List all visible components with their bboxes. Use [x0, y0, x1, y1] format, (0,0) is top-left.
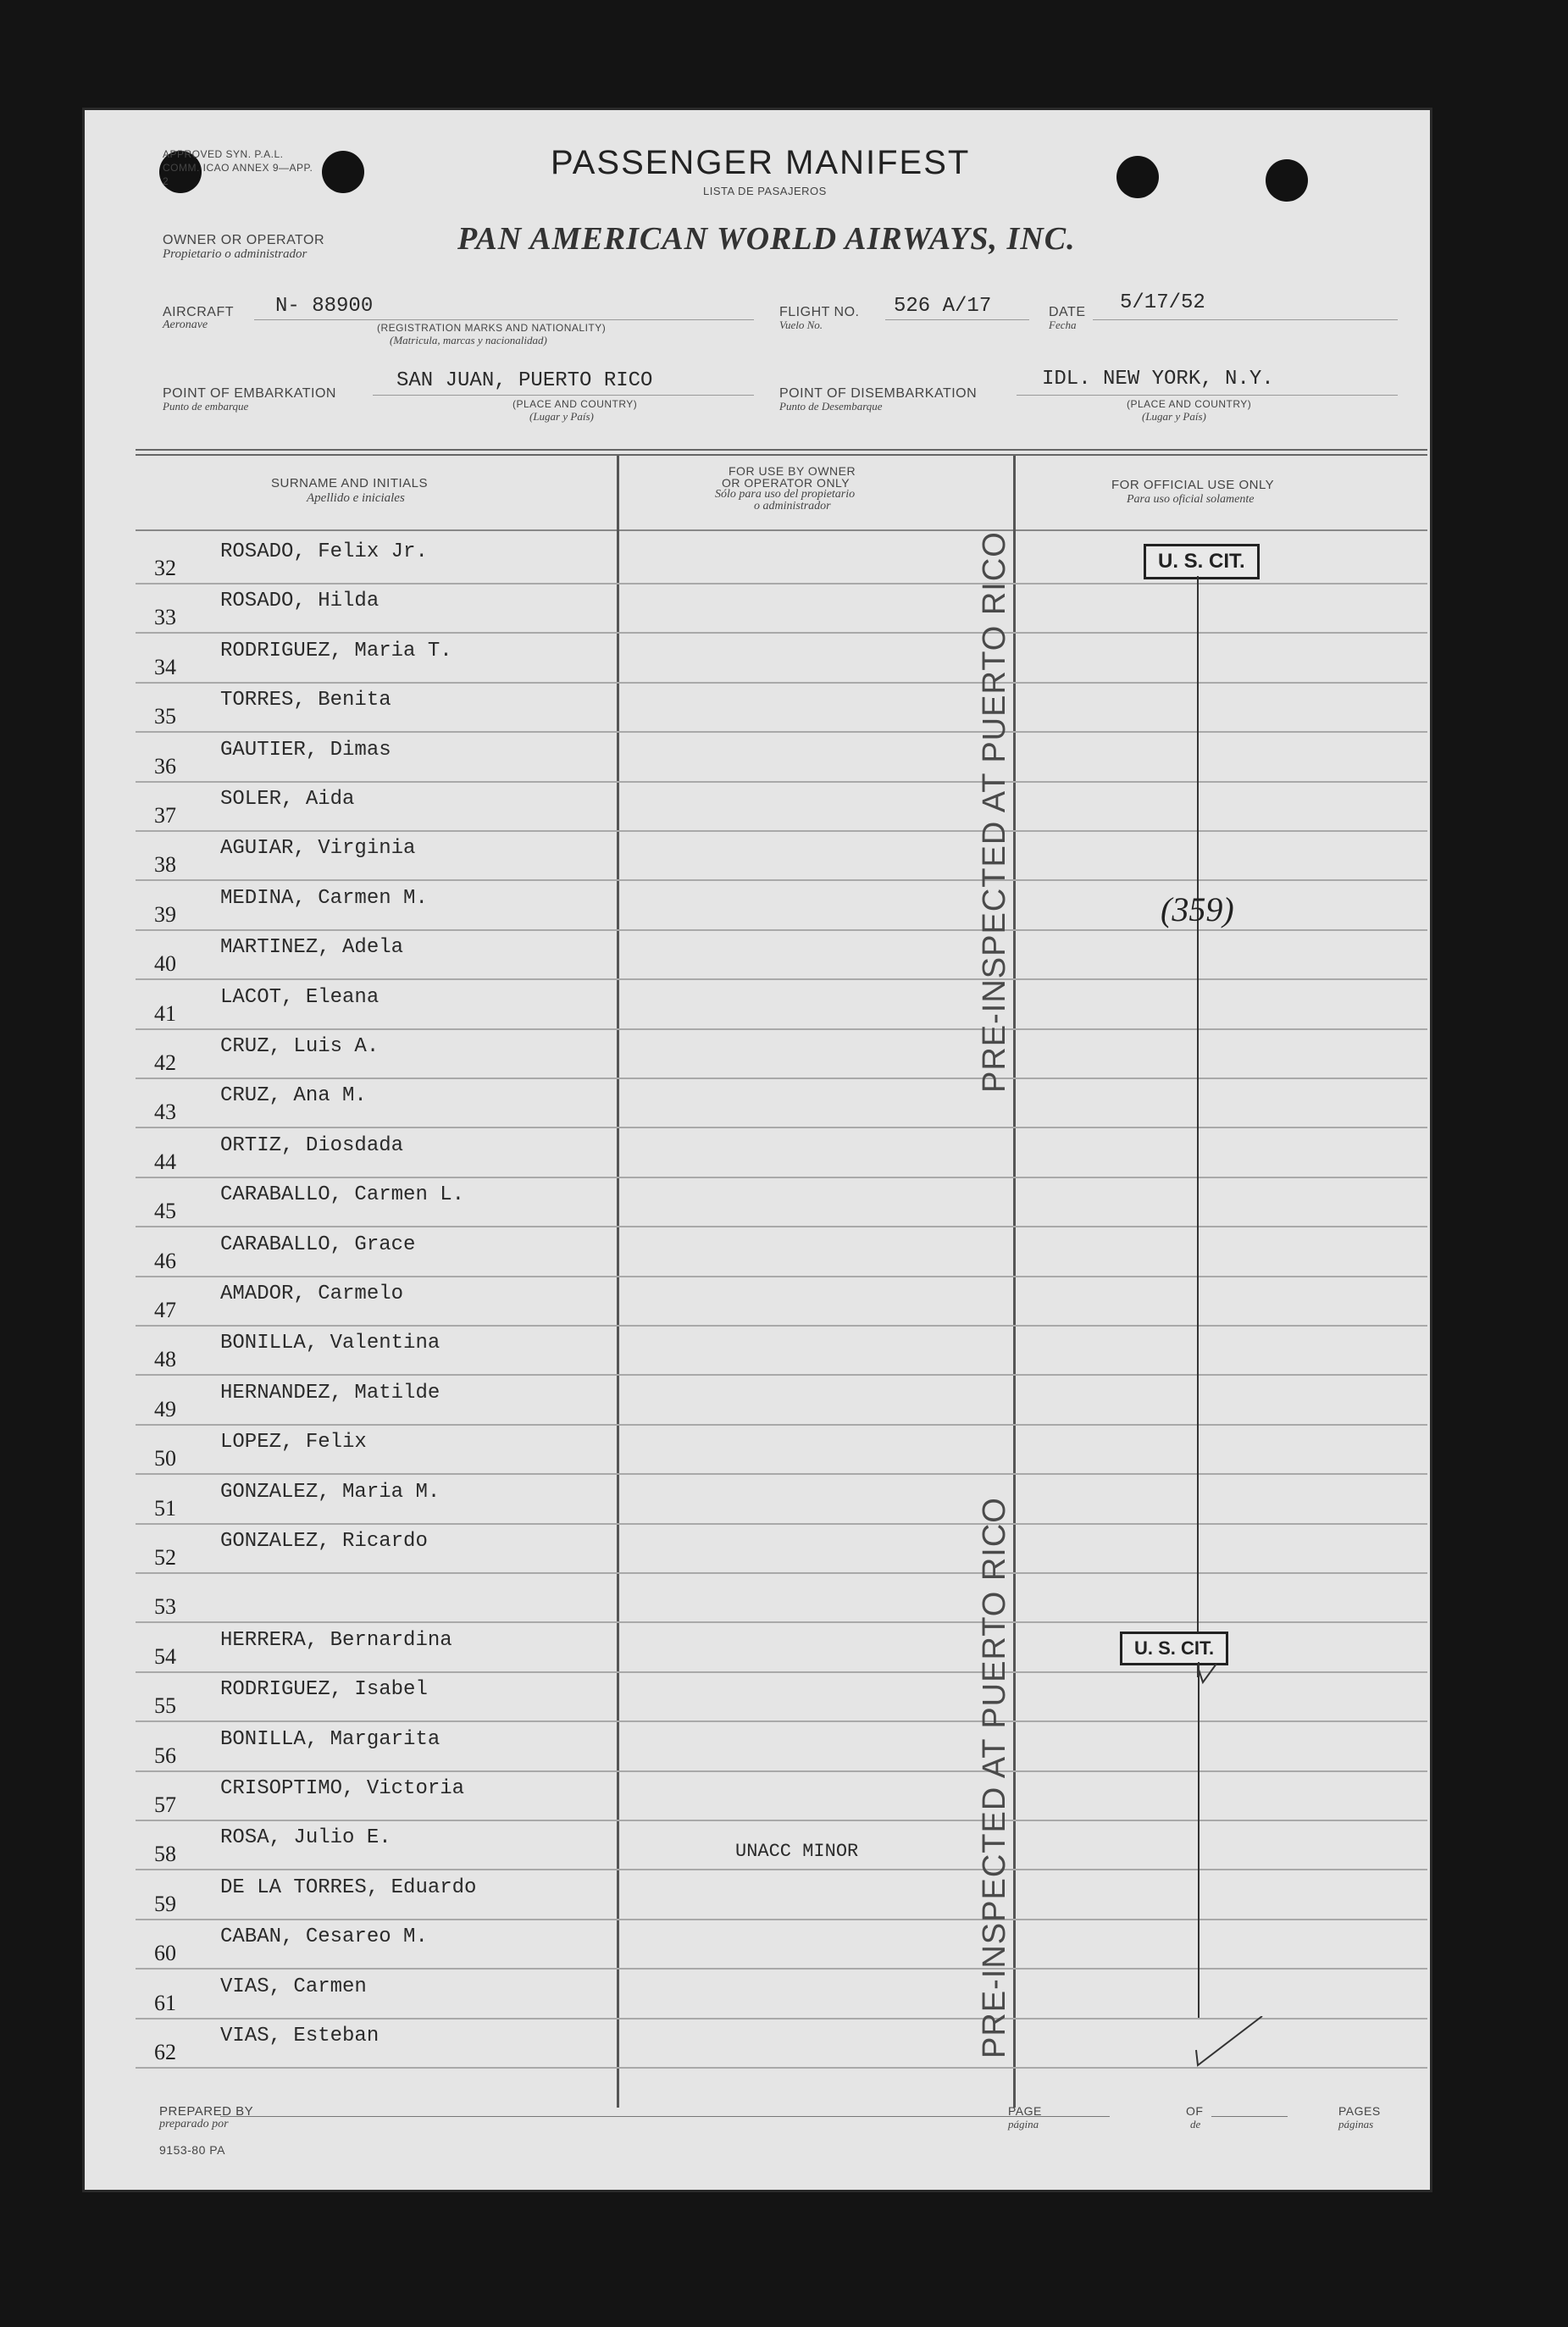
- passenger-name: GONZALEZ, Maria M.: [220, 1480, 440, 1504]
- registration-note: (REGISTRATION MARKS AND NATIONALITY): [377, 322, 607, 334]
- embark-label: POINT OF EMBARKATION: [163, 386, 336, 401]
- passenger-name: HERRERA, Bernardina: [220, 1628, 452, 1652]
- page-label: PAGE: [1008, 2104, 1042, 2118]
- pages-label-es: páginas: [1338, 2118, 1374, 2130]
- col-header-surname-es: Apellido e iniciales: [307, 491, 405, 505]
- row-number: 60: [154, 1941, 176, 1966]
- row-number: 37: [154, 803, 176, 828]
- table-row: [136, 830, 1427, 881]
- flight-label: FLIGHT NO.: [779, 305, 860, 319]
- preinspected-stamp: PRE-INSPECTED AT PUERTO RICO: [977, 531, 1012, 1093]
- row-number: 48: [154, 1347, 176, 1372]
- row-number: 34: [154, 654, 176, 679]
- preinspected-stamp: PRE-INSPECTED AT PUERTO RICO: [977, 1497, 1012, 2058]
- table-row: [136, 1969, 1427, 2020]
- row-number: 38: [154, 852, 176, 878]
- embark-label-es: Punto de embarque: [163, 400, 249, 413]
- passenger-name: CARABALLO, Grace: [220, 1233, 416, 1256]
- passenger-name: DE LA TORRES, Eduardo: [220, 1875, 477, 1899]
- owner-label-es: Propietario o administrador: [163, 247, 308, 261]
- uscit-stamp: U. S. CIT.: [1144, 544, 1260, 579]
- passenger-name: HERNANDEZ, Matilde: [220, 1381, 440, 1405]
- passenger-name: ROSADO, Felix Jr.: [220, 540, 428, 563]
- flight-label-es: Vuelo No.: [779, 319, 823, 331]
- row-number: 50: [154, 1446, 176, 1471]
- row-number: 44: [154, 1149, 176, 1174]
- approval-note: APPROVED SYN. P.A.L. COMM. ICAO ANNEX 9—APP. 2: [163, 148, 313, 187]
- row-number: 49: [154, 1396, 176, 1421]
- row-number: 45: [154, 1199, 176, 1224]
- passenger-name: RODRIGUEZ, Isabel: [220, 1678, 428, 1702]
- row-number: 59: [154, 1891, 176, 1916]
- table-row: [136, 1028, 1427, 1079]
- table-row: [136, 732, 1427, 783]
- col-header-surname: SURNAME AND INITIALS: [271, 476, 429, 490]
- table-row: [136, 1375, 1427, 1426]
- embark-place-note-es: (Lugar y País): [529, 410, 594, 423]
- date-label: DATE: [1049, 305, 1086, 319]
- passenger-name: GONZALEZ, Ricardo: [220, 1530, 428, 1553]
- punch-hole: [1116, 156, 1159, 198]
- punch-hole: [1266, 159, 1308, 202]
- aircraft-value: N- 88900: [275, 295, 374, 318]
- page-subtitle: LISTA DE PASAJEROS: [703, 185, 827, 197]
- passenger-name: SOLER, Aida: [220, 788, 355, 811]
- table-row: [136, 682, 1427, 733]
- passenger-name: CRISOPTIMO, Victoria: [220, 1777, 465, 1800]
- row-number: 62: [154, 2040, 176, 2064]
- passenger-name: BONILLA, Valentina: [220, 1332, 440, 1355]
- row-number: 52: [154, 1545, 176, 1570]
- passenger-name: BONILLA, Margarita: [220, 1727, 440, 1751]
- table-row: [136, 1227, 1427, 1277]
- col-header-owner-1: FOR USE BY OWNER: [729, 464, 856, 478]
- page-title: PASSENGER MANIFEST: [551, 144, 971, 181]
- of-label: OF: [1186, 2104, 1204, 2118]
- disembark-place-note-es: (Lugar y País): [1142, 410, 1206, 423]
- row-number: 56: [154, 1742, 176, 1768]
- manifest-page: [85, 110, 1430, 2190]
- passenger-name: VIAS, Esteban: [220, 2025, 380, 2047]
- of-label-es: de: [1190, 2118, 1201, 2130]
- embark-place-note: (PLACE AND COUNTRY): [513, 398, 638, 410]
- col-header-official-es: Para uso oficial solamente: [1127, 493, 1255, 506]
- company-name: PAN AMERICAN WORLD AIRWAYS, INC.: [457, 221, 1076, 257]
- passenger-name: CRUZ, Ana M.: [220, 1084, 367, 1108]
- table-row: [136, 583, 1427, 634]
- row-number: 47: [154, 1298, 176, 1322]
- row-number: 57: [154, 1792, 176, 1817]
- aircraft-label-es: Aeronave: [163, 319, 208, 331]
- ditto-line: [1197, 576, 1199, 1677]
- row-number: 41: [154, 1000, 176, 1026]
- table-row: [136, 1474, 1427, 1525]
- table-row: [136, 1177, 1427, 1227]
- col-header-owner-es-1: Sólo para uso del propietario: [715, 488, 856, 501]
- pages-label: PAGES: [1338, 2104, 1381, 2118]
- form-number: 9153-80 PA: [159, 2143, 225, 2157]
- uscit-stamp: U. S. CIT.: [1120, 1632, 1228, 1665]
- table-row: [136, 633, 1427, 684]
- passenger-name: LOPEZ, Felix: [220, 1431, 367, 1454]
- table-row: [136, 1078, 1427, 1128]
- row-number: 46: [154, 1248, 176, 1273]
- table-row: [136, 1127, 1427, 1178]
- passenger-name: AGUIAR, Virginia: [220, 837, 416, 861]
- passenger-name: GAUTIER, Dimas: [220, 738, 391, 762]
- date-label-es: Fecha: [1049, 319, 1077, 331]
- row-number: 58: [154, 1842, 176, 1867]
- date-value: 5/17/52: [1120, 291, 1205, 314]
- unacc-minor-note: UNACC MINOR: [735, 1841, 859, 1862]
- row-number: 36: [154, 753, 176, 778]
- row-number: 35: [154, 704, 176, 729]
- passenger-name: LACOT, Eleana: [220, 985, 380, 1009]
- row-number: 32: [154, 556, 176, 580]
- table-row: [136, 781, 1427, 832]
- page-label-es: página: [1008, 2118, 1039, 2130]
- table-row: [136, 1325, 1427, 1376]
- checkmark-icon: [1186, 1660, 1254, 1694]
- flight-value: 526 A/17: [894, 295, 992, 318]
- table-row: [136, 1523, 1427, 1574]
- prepared-by-label: PREPARED BY: [159, 2104, 254, 2119]
- row-number: 61: [154, 1990, 176, 2015]
- table-row: [136, 1276, 1427, 1327]
- disembark-label: POINT OF DISEMBARKATION: [779, 386, 978, 401]
- passenger-name: CABAN, Cesareo M.: [220, 1925, 428, 1949]
- checkmark-icon: [1186, 2016, 1271, 2067]
- disembark-place-note: (PLACE AND COUNTRY): [1127, 398, 1252, 410]
- row-number: 55: [154, 1693, 176, 1719]
- col-header-owner-2: OR OPERATOR ONLY: [722, 476, 850, 490]
- col-header-official: FOR OFFICIAL USE ONLY: [1111, 478, 1275, 492]
- passenger-name: MARTINEZ, Adela: [220, 936, 404, 960]
- disembark-label-es: Punto de Desembarque: [779, 400, 883, 413]
- prepared-by-label-es: preparado por: [159, 2118, 229, 2130]
- table-row: [136, 1721, 1427, 1772]
- row-number: 53: [154, 1594, 176, 1620]
- passenger-name: ROSADO, Hilda: [220, 590, 380, 613]
- table-row: [136, 1770, 1427, 1821]
- row-number: 51: [154, 1495, 176, 1521]
- owner-label: OWNER OR OPERATOR: [163, 233, 325, 247]
- row-number: 42: [154, 1050, 176, 1075]
- ditto-line: [1198, 1662, 1200, 2018]
- table-row: [136, 1870, 1427, 1920]
- passenger-name: AMADOR, Carmelo: [220, 1283, 404, 1305]
- table-row: [136, 1919, 1427, 1970]
- row-number: 39: [154, 901, 176, 927]
- passenger-name: CRUZ, Luis A.: [220, 1035, 380, 1058]
- registration-note-es: (Matricula, marcas y nacionalidad): [390, 334, 547, 346]
- passenger-name: ORTIZ, Diosdada: [220, 1133, 404, 1157]
- table-row: [136, 1424, 1427, 1475]
- passenger-name: VIAS, Carmen: [220, 1975, 367, 1998]
- table-row: [136, 979, 1427, 1030]
- passenger-name: TORRES, Benita: [220, 689, 391, 712]
- passenger-name: CARABALLO, Carmen L.: [220, 1183, 465, 1207]
- row-number: 43: [154, 1100, 176, 1125]
- embark-value: SAN JUAN, PUERTO RICO: [396, 369, 653, 392]
- table-row: [136, 929, 1427, 980]
- passenger-name: MEDINA, Carmen M.: [220, 886, 428, 910]
- handwritten-count: (359): [1161, 890, 1234, 928]
- disembark-value: IDL. NEW YORK, N.Y.: [1042, 368, 1274, 391]
- row-number: 33: [154, 605, 176, 630]
- row-number: 54: [154, 1643, 176, 1669]
- passenger-name: ROSA, Julio E.: [220, 1826, 391, 1850]
- punch-hole: [322, 151, 364, 193]
- col-header-owner-es-2: o administrador: [754, 500, 831, 512]
- table-row: [136, 1572, 1427, 1623]
- row-number: 40: [154, 951, 176, 977]
- passenger-name: RODRIGUEZ, Maria T.: [220, 639, 452, 662]
- aircraft-label: AIRCRAFT: [163, 305, 234, 319]
